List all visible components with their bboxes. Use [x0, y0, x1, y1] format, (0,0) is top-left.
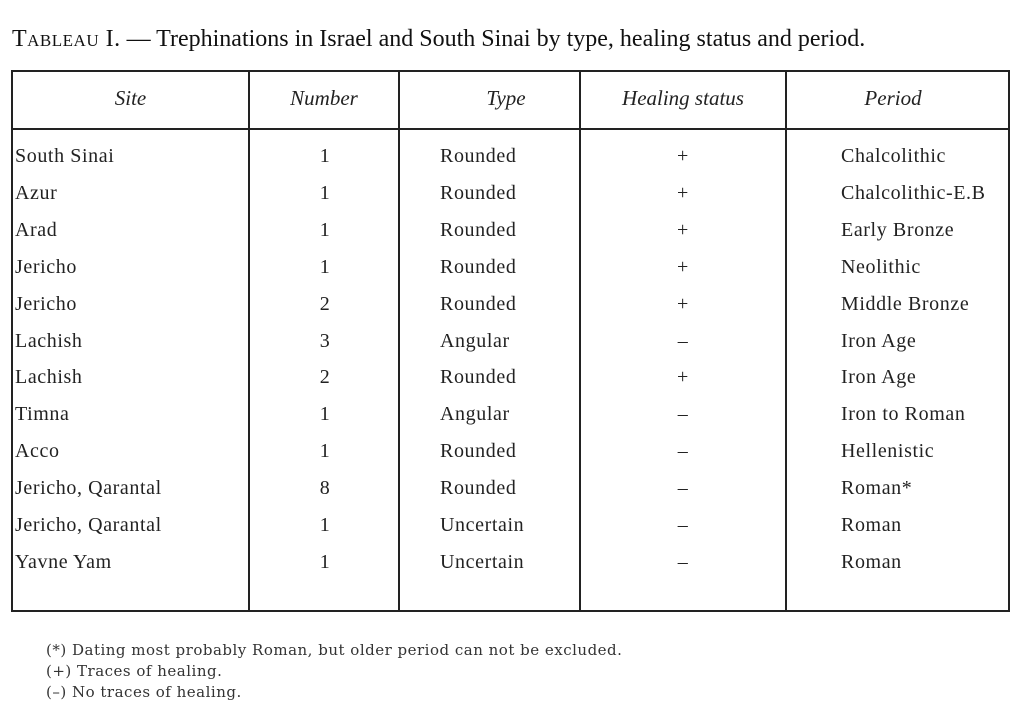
- cell-number: 1: [319, 403, 331, 426]
- cell-healing-status: +: [677, 366, 689, 389]
- cell-type: Rounded: [440, 255, 517, 278]
- cell-number: 1: [319, 440, 331, 463]
- cell-number: 2: [319, 292, 331, 315]
- cell-type: Angular: [440, 403, 510, 426]
- cell-number: 1: [319, 514, 331, 536]
- cell-site: Jericho: [15, 292, 77, 315]
- cell-healing-status: –: [677, 550, 689, 573]
- caption-label: Tableau I.: [12, 26, 121, 52]
- data-table: [11, 70, 1010, 612]
- cell-period: Roman*: [841, 477, 913, 500]
- cell-number: 1: [319, 255, 331, 278]
- cell-type: Rounded: [440, 218, 517, 241]
- cell-period: Roman: [841, 550, 902, 573]
- cell-healing-status: –: [677, 514, 689, 536]
- cell-site: South Sinai: [15, 145, 115, 167]
- caption-dash: —: [126, 26, 151, 52]
- table-caption: [12, 26, 865, 53]
- table-row: [13, 286, 1012, 322]
- cell-type: Rounded: [440, 440, 517, 463]
- cell-period: Iron Age: [841, 366, 917, 389]
- cell-healing-status: +: [677, 181, 689, 204]
- cell-type: Rounded: [440, 477, 517, 500]
- cell-number: 8: [319, 477, 331, 500]
- cell-site: Timna: [15, 403, 70, 426]
- header-number: Number: [290, 86, 358, 110]
- cell-period: Middle Bronze: [841, 292, 970, 315]
- cell-number: 2: [319, 366, 331, 389]
- cell-number: 3: [319, 329, 331, 352]
- header-healing-status: Healing status: [622, 86, 744, 110]
- caption-text: Trephinations in Israel and South Sinai by type, healing status and period.: [156, 26, 866, 52]
- cell-number: 1: [319, 218, 331, 241]
- cell-healing-status: +: [677, 218, 689, 241]
- cell-type: Uncertain: [440, 550, 525, 573]
- table-row: [13, 212, 1012, 248]
- cell-type: Rounded: [440, 292, 517, 315]
- header-type: Type: [486, 86, 526, 110]
- table-row: [13, 396, 1012, 432]
- cell-healing-status: +: [677, 255, 689, 278]
- footnote-dating: (*) Dating most probably Roman, but older period can not be excluded.: [46, 641, 623, 659]
- cell-site: Lachish: [15, 366, 83, 389]
- cell-number: 1: [319, 550, 331, 573]
- cell-period: Hellenistic: [841, 440, 935, 463]
- table-row: [13, 138, 1012, 174]
- cell-type: Uncertain: [440, 514, 525, 536]
- table-row: [13, 507, 1012, 543]
- cell-number: 1: [319, 181, 331, 204]
- header-rule: [13, 128, 1008, 130]
- cell-site: Acco: [15, 440, 60, 463]
- cell-site: Jericho, Qarantal: [15, 477, 162, 500]
- footnotes: [46, 640, 622, 703]
- table-row: [13, 470, 1012, 506]
- cell-healing-status: +: [677, 145, 689, 167]
- cell-period: Chalcolithic: [841, 145, 946, 167]
- cell-type: Rounded: [440, 366, 517, 389]
- cell-healing-status: –: [677, 440, 689, 463]
- table-row: [13, 359, 1012, 395]
- table-row: [13, 175, 1012, 211]
- cell-healing-status: +: [677, 292, 689, 315]
- cell-period: Iron Age: [841, 329, 917, 352]
- cell-type: Rounded: [440, 181, 517, 204]
- cell-period: Neolithic: [841, 255, 921, 278]
- cell-type: Angular: [440, 329, 510, 352]
- footnote-traces: (+) Traces of healing.: [46, 662, 223, 680]
- cell-period: Roman: [841, 514, 902, 536]
- cell-type: Rounded: [440, 145, 517, 167]
- cell-site: Jericho: [15, 255, 77, 278]
- cell-site: Azur: [15, 181, 58, 204]
- cell-site: Yavne Yam: [15, 550, 112, 573]
- cell-number: 1: [319, 145, 331, 167]
- header-period: Period: [864, 86, 922, 110]
- cell-site: Jericho, Qarantal: [15, 514, 162, 536]
- cell-healing-status: –: [677, 329, 689, 352]
- footnote-no-traces: (–) No traces of healing.: [46, 683, 242, 701]
- table-row: [13, 433, 1012, 469]
- cell-period: Iron to Roman: [841, 403, 966, 426]
- cell-healing-status: –: [677, 477, 689, 500]
- cell-healing-status: –: [677, 403, 689, 426]
- cell-site: Lachish: [15, 329, 83, 352]
- header-site: Site: [114, 86, 147, 110]
- table-row: [13, 323, 1012, 359]
- table-row: [13, 249, 1012, 285]
- table-row: [13, 544, 1012, 580]
- cell-site: Arad: [15, 218, 58, 241]
- cell-period: Chalcolithic-E.B: [841, 181, 986, 204]
- cell-period: Early Bronze: [841, 218, 955, 241]
